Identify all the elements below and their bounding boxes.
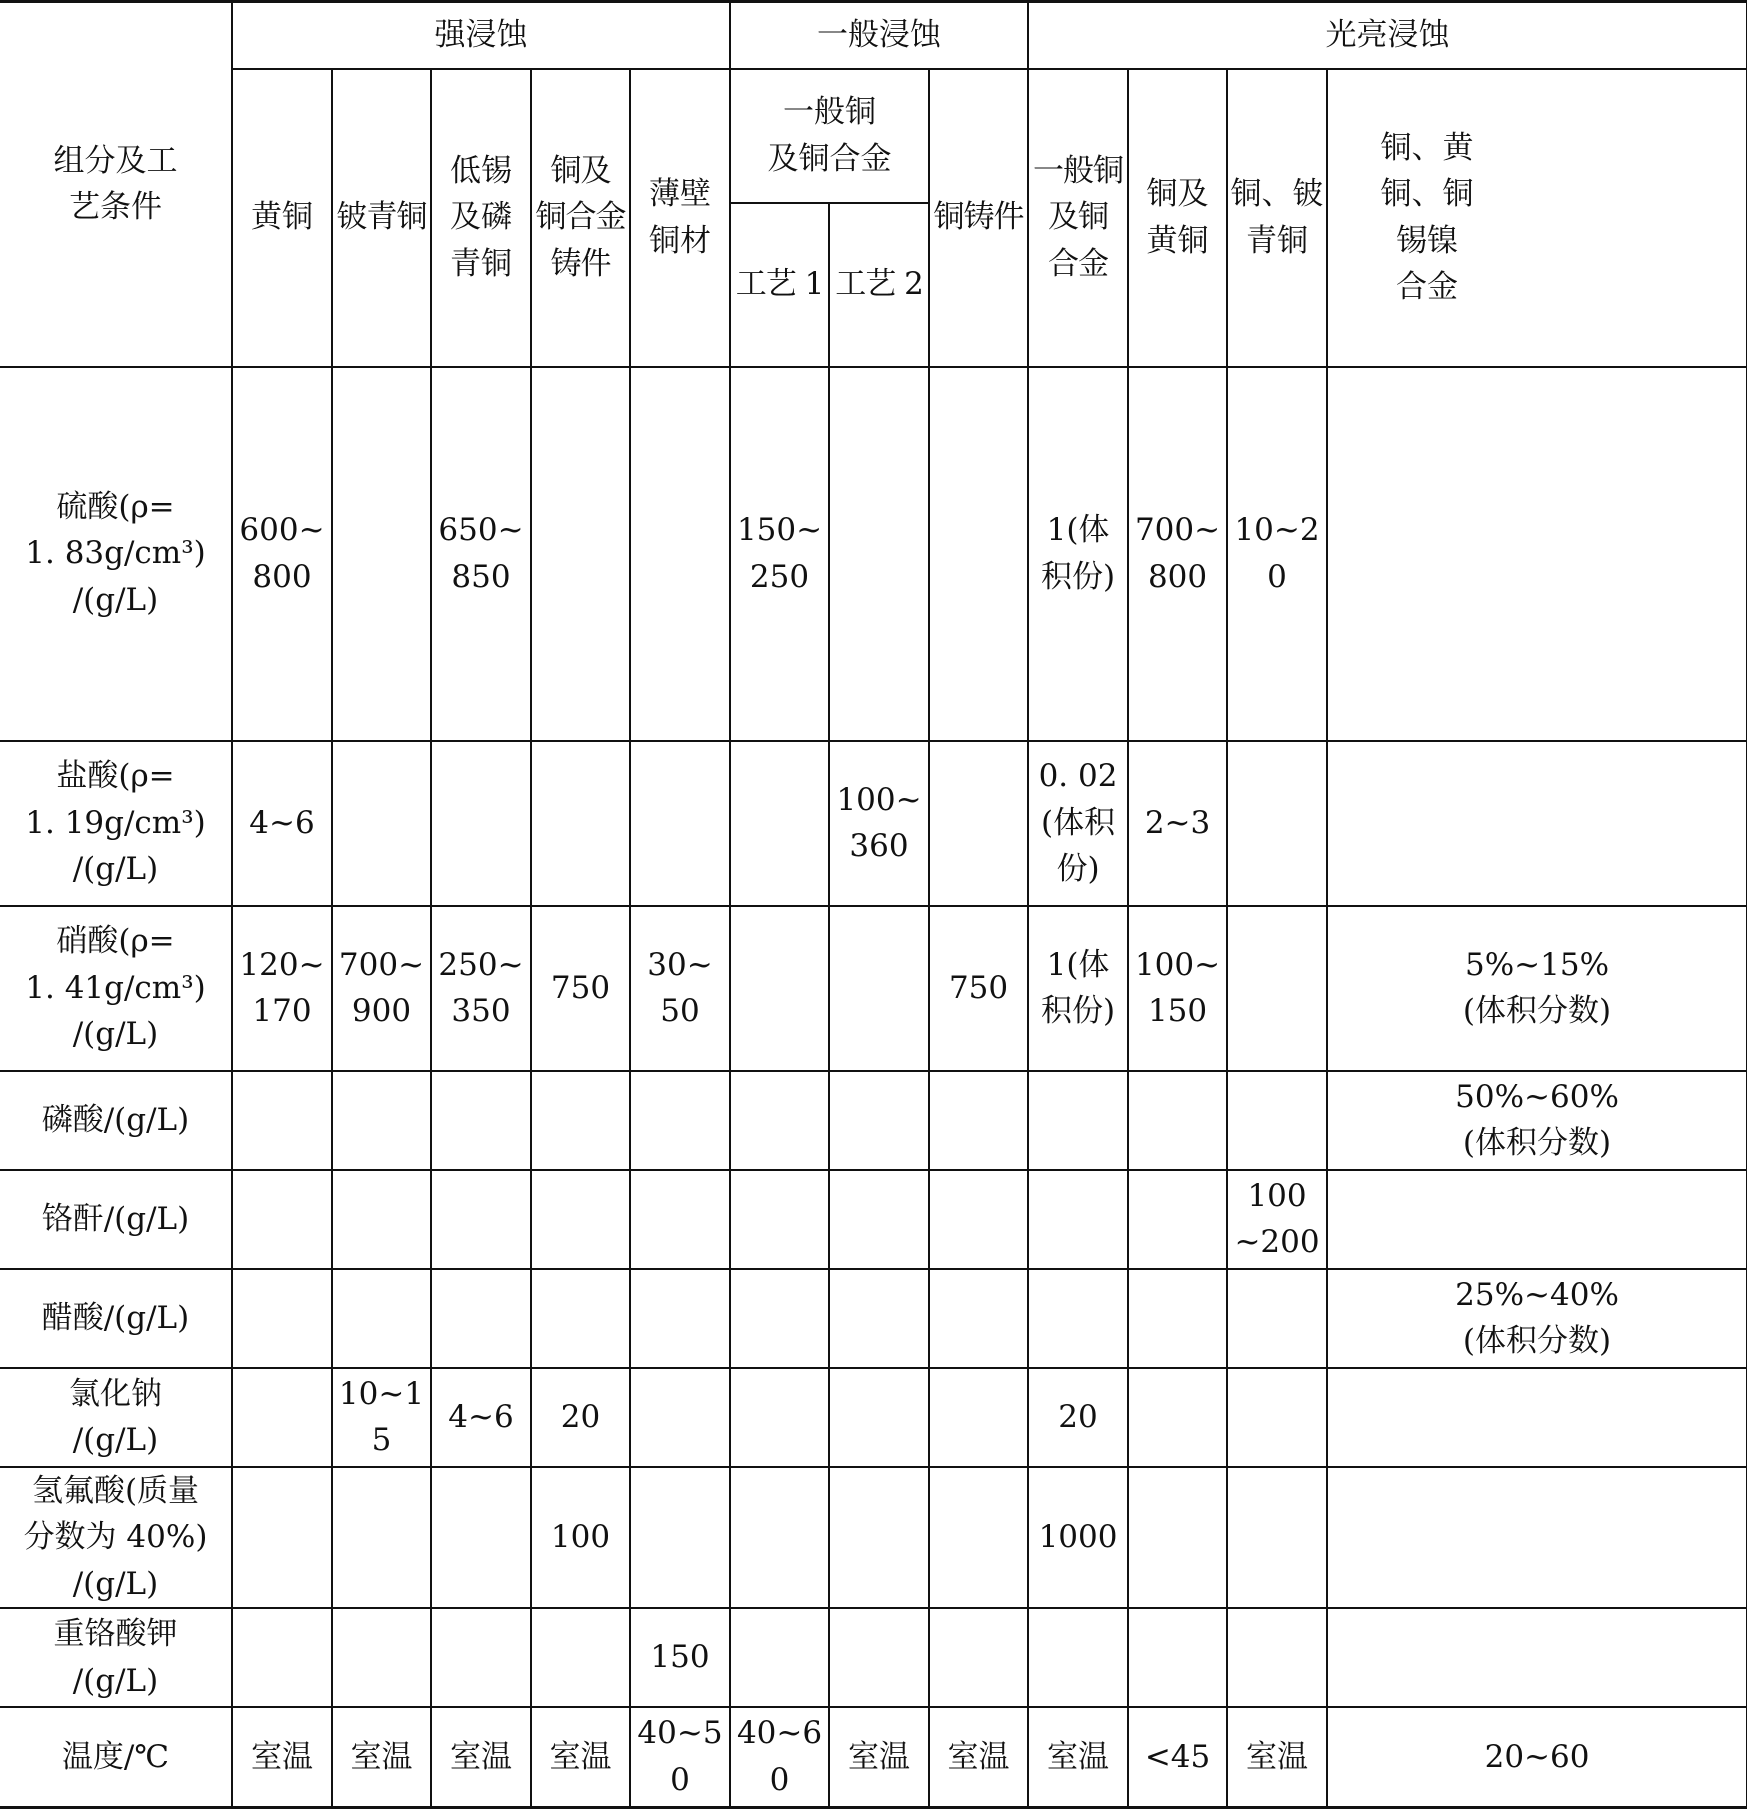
- col-process-2: 工艺 2: [829, 203, 929, 367]
- table-cell: [431, 1170, 531, 1269]
- table-cell: [332, 1269, 431, 1368]
- table-cell: [1227, 1071, 1327, 1170]
- table-cell: [431, 1071, 531, 1170]
- table-cell: [232, 1368, 332, 1467]
- row-label: 硫酸(ρ= 1. 83g/cm³) /(g/L): [0, 367, 232, 741]
- table-row: [0, 906, 1747, 1071]
- table-cell: [730, 1170, 829, 1269]
- table-cell: 25%~40% (体积分数): [1327, 1269, 1747, 1368]
- row-label: 温度/℃: [0, 1707, 232, 1807]
- table-cell: 5%~15% (体积分数): [1327, 906, 1747, 1071]
- table-cell: [531, 367, 630, 741]
- table-cell: [1327, 1170, 1747, 1269]
- table-cell: 100 ~200: [1227, 1170, 1327, 1269]
- table-cell: 1(体 积份): [1028, 367, 1128, 741]
- table-cell: [531, 1071, 630, 1170]
- table-cell: [1128, 1170, 1227, 1269]
- row-label: 醋酸/(g/L): [0, 1269, 232, 1368]
- col-copper-brass-tin-nickel: 铜、黄 铜、铜 锡镍 合金: [1327, 69, 1526, 367]
- table-cell: [1028, 1608, 1128, 1707]
- table-cell: [630, 1467, 730, 1609]
- table-cell: [929, 1071, 1028, 1170]
- row-label: 重铬酸钾 /(g/L): [0, 1608, 232, 1707]
- table-cell: [929, 367, 1028, 741]
- table-cell: 150~ 250: [730, 367, 829, 741]
- table-cell: [730, 906, 829, 1071]
- table-cell: 150: [630, 1608, 730, 1707]
- col-low-tin-bronze: 低锡 及磷 青铜: [431, 69, 531, 367]
- header-group-row: [0, 2, 1747, 69]
- table-cell: [232, 1269, 332, 1368]
- table-cell: [1128, 1269, 1227, 1368]
- col-copper-and-brass: 铜及 黄铜: [1128, 69, 1227, 367]
- table-cell: [630, 367, 730, 741]
- col-be-bronze: 铍青铜: [332, 69, 431, 367]
- table-cell: 0. 02 (体积 份): [1028, 741, 1128, 906]
- table-cell: 1(体 积份): [1028, 906, 1128, 1071]
- table-row: [0, 1368, 1747, 1467]
- table-cell: 750: [929, 906, 1028, 1071]
- table-row: [0, 1071, 1747, 1170]
- table-cell: 2~3: [1128, 741, 1227, 906]
- table-cell: 120~ 170: [232, 906, 332, 1071]
- table-cell: 50%~60% (体积分数): [1327, 1071, 1747, 1170]
- table-row: [0, 1467, 1747, 1609]
- table-row: [0, 1170, 1747, 1269]
- table-cell: [929, 1608, 1028, 1707]
- table-cell: [1128, 1071, 1227, 1170]
- table-cell: 20: [531, 1368, 630, 1467]
- row-label: 磷酸/(g/L): [0, 1071, 232, 1170]
- table-cell: 100: [531, 1467, 630, 1609]
- table-cell: [332, 1467, 431, 1609]
- col-copper-be-bronze: 铜、铍 青铜: [1227, 69, 1327, 367]
- table-cell: [929, 1467, 1028, 1609]
- table-cell: [332, 1608, 431, 1707]
- table-cell: [1227, 741, 1327, 906]
- table-cell: [332, 1170, 431, 1269]
- table-cell: 10~15: [332, 1368, 431, 1467]
- table-cell: [1227, 1269, 1327, 1368]
- group-general-etch: 一般浸蚀: [730, 2, 1028, 69]
- table-cell: [630, 741, 730, 906]
- table-cell: [531, 1608, 630, 1707]
- table-cell: 600~ 800: [232, 367, 332, 741]
- table-row: [0, 1707, 1747, 1807]
- col-general-copper-alloy: 一般铜 及铜 合金: [1028, 69, 1128, 367]
- table-cell: [1327, 1467, 1747, 1609]
- table-cell: [929, 741, 1028, 906]
- table-cell: 30~ 50: [630, 906, 730, 1071]
- group-strong-etch: 强浸蚀: [232, 2, 730, 69]
- table-cell: 室温: [232, 1707, 332, 1807]
- row-label: 硝酸(ρ= 1. 41g/cm³) /(g/L): [0, 906, 232, 1071]
- table-cell: [829, 1170, 929, 1269]
- table-cell: 650~ 850: [431, 367, 531, 741]
- table-cell: [1327, 367, 1747, 741]
- table-cell: [829, 1467, 929, 1609]
- table-cell: [730, 1608, 829, 1707]
- table-cell: 250~ 350: [431, 906, 531, 1071]
- table-cell: [232, 1071, 332, 1170]
- table-cell: [630, 1269, 730, 1368]
- table-cell: 40~60: [730, 1707, 829, 1807]
- table-cell: [929, 1170, 1028, 1269]
- table-cell: [829, 906, 929, 1071]
- table-cell: [829, 1368, 929, 1467]
- table-cell: [232, 1467, 332, 1609]
- row-label: 铬酐/(g/L): [0, 1170, 232, 1269]
- table-cell: [431, 1269, 531, 1368]
- group-bright-etch: 光亮浸蚀: [1028, 2, 1747, 69]
- table-cell: 室温: [1227, 1707, 1327, 1807]
- table-cell: [829, 1608, 929, 1707]
- table-cell: 100~ 150: [1128, 906, 1227, 1071]
- col-general-copper: 一般铜 及铜合金: [730, 69, 929, 203]
- table-cell: [1327, 741, 1747, 906]
- table-cell: [531, 741, 630, 906]
- table-row: [0, 1269, 1747, 1368]
- table-cell: [730, 1467, 829, 1609]
- table-cell: [431, 1467, 531, 1609]
- table-cell: [630, 1170, 730, 1269]
- row-label: 盐酸(ρ= 1. 19g/cm³) /(g/L): [0, 741, 232, 906]
- table-cell: 700~ 900: [332, 906, 431, 1071]
- col-process-1: 工艺 1: [730, 203, 829, 367]
- table-cell: 100~ 360: [829, 741, 929, 906]
- table-cell: [1227, 906, 1327, 1071]
- table-cell: [929, 1269, 1028, 1368]
- table-cell: 室温: [332, 1707, 431, 1807]
- table-cell: 4~6: [232, 741, 332, 906]
- header-sub-row: [0, 69, 1747, 203]
- table-cell: [1128, 1608, 1227, 1707]
- table-cell: 700~ 800: [1128, 367, 1227, 741]
- table-cell: [1128, 1467, 1227, 1609]
- table-cell: [1028, 1269, 1128, 1368]
- table-cell: [730, 1071, 829, 1170]
- table-cell: [1227, 1467, 1327, 1609]
- table-cell: [531, 1269, 630, 1368]
- table-cell: [431, 741, 531, 906]
- col-thin-wall-copper: 薄壁 铜材: [630, 69, 730, 367]
- table-cell: [1028, 1170, 1128, 1269]
- row-label: 氯化钠 /(g/L): [0, 1368, 232, 1467]
- table-cell: 室温: [929, 1707, 1028, 1807]
- table-cell: [1227, 1608, 1327, 1707]
- table-cell: 室温: [829, 1707, 929, 1807]
- table-row: [0, 1608, 1747, 1707]
- table-cell: 20~60: [1327, 1707, 1747, 1807]
- table-cell: [730, 1368, 829, 1467]
- col-cu-alloy-casting: 铜及 铜合金 铸件: [531, 69, 630, 367]
- table-cell: 40~50: [630, 1707, 730, 1807]
- table-cell: 1000: [1028, 1467, 1128, 1609]
- table-cell: [929, 1368, 1028, 1467]
- table-cell: 750: [531, 906, 630, 1071]
- table-cell: [1028, 1071, 1128, 1170]
- table-cell: [630, 1368, 730, 1467]
- table-cell: [332, 741, 431, 906]
- table-cell: [232, 1170, 332, 1269]
- col-copper-casting: 铜铸件: [929, 69, 1028, 367]
- table-cell: [232, 1608, 332, 1707]
- table-cell: 4~6: [431, 1368, 531, 1467]
- table-cell: 20: [1028, 1368, 1128, 1467]
- table-cell: [730, 741, 829, 906]
- table-row: [0, 741, 1747, 906]
- header-row-label: 组分及工 艺条件: [0, 2, 232, 367]
- table-cell: [431, 1608, 531, 1707]
- table-cell: [829, 367, 929, 741]
- table-cell: [332, 1071, 431, 1170]
- table-cell: [1227, 1368, 1327, 1467]
- table-cell: 室温: [1028, 1707, 1128, 1807]
- table-cell: 10~20: [1227, 367, 1327, 741]
- col-brass: 黄铜: [232, 69, 332, 367]
- table-cell: [332, 367, 431, 741]
- table-cell: <45: [1128, 1707, 1227, 1807]
- table-cell: [829, 1269, 929, 1368]
- table-cell: 室温: [531, 1707, 630, 1807]
- table-cell: [1128, 1368, 1227, 1467]
- table-cell: 室温: [431, 1707, 531, 1807]
- table-row: [0, 367, 1747, 741]
- row-label: 氢氟酸(质量 分数为 40%) /(g/L): [0, 1467, 232, 1609]
- table-cell: [829, 1071, 929, 1170]
- table-cell: [531, 1170, 630, 1269]
- table-cell: [730, 1269, 829, 1368]
- table-cell: [1327, 1368, 1747, 1467]
- table-cell: [1327, 1608, 1747, 1707]
- table-cell: [630, 1071, 730, 1170]
